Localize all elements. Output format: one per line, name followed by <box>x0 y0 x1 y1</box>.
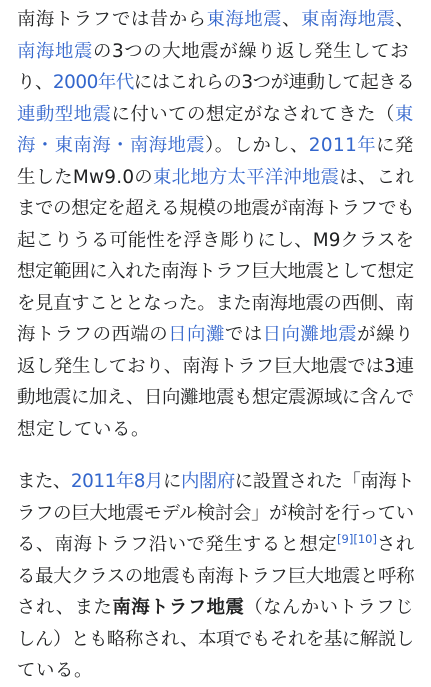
text-run: に <box>162 471 181 492</box>
text-run: に付いての想定がなされてきた（ <box>111 103 395 125</box>
text-line <box>17 256 415 288</box>
text-run: また、 <box>17 471 71 492</box>
text-run: ラフの巨大地震モデル検討会」が検討を行ってい <box>17 502 414 524</box>
inline-link[interactable]: 東北地方太平洋沖地震 <box>152 166 340 188</box>
text-run: 南海トラフでは昔から <box>17 9 207 30</box>
text-line <box>17 162 415 194</box>
text-line <box>17 36 415 68</box>
text-line <box>17 655 415 687</box>
text-line <box>17 4 415 36</box>
text-line <box>17 288 415 320</box>
inline-link[interactable]: 内閣府 <box>180 471 235 492</box>
text-line <box>17 498 415 530</box>
citation-ref[interactable]: [10] <box>353 531 377 546</box>
text-run: しん）とも略称され、本項でもそれを基に解説し <box>17 628 414 650</box>
text-line <box>17 67 415 99</box>
text-run: 想定範囲に入れた南海トラフ巨大地震として想定 <box>17 261 414 282</box>
inline-link[interactable]: 東海地震 <box>206 9 283 30</box>
paragraph <box>17 4 415 445</box>
inline-link[interactable]: 海・東南海・南海地震 <box>17 135 206 156</box>
text-line <box>17 319 415 351</box>
text-run: ている。 <box>17 660 93 681</box>
inline-link[interactable]: 連動型地震 <box>17 103 112 125</box>
bold-term: 南海トラフ地震 <box>112 597 245 618</box>
text-run: る、南海トラフ沿いで発生すると想定 <box>17 534 338 555</box>
text-line <box>17 351 415 383</box>
text-line <box>17 130 415 162</box>
inline-link[interactable]: 東 <box>394 103 414 125</box>
text-run: され <box>376 534 415 555</box>
text-line <box>17 466 415 498</box>
text-run: に発 <box>376 135 414 156</box>
text-line <box>17 414 415 446</box>
text-run: 想定している。 <box>17 418 150 440</box>
text-line <box>17 592 415 624</box>
text-line <box>17 99 415 131</box>
text-line <box>17 624 415 656</box>
text-line <box>17 225 415 257</box>
text-line <box>17 529 415 561</box>
text-line <box>17 193 415 225</box>
text-line <box>17 561 415 593</box>
text-line <box>17 382 415 414</box>
text-run: る最大クラスの地震も南海トラフ巨大地震と呼称 <box>17 565 415 587</box>
text-run: に設置された「南海ト <box>234 471 415 492</box>
text-run: は、これ <box>339 166 414 188</box>
inline-link[interactable]: 南海地震 <box>17 40 93 62</box>
text-run: 起こりうる可能性を浮き彫りにし、M9クラスを <box>17 229 414 251</box>
inline-link[interactable]: 8月 <box>133 471 163 492</box>
text-run: り、 <box>17 72 53 93</box>
text-run: 生したMw9.0の <box>17 166 153 188</box>
text-run: 海トラフの西端の <box>17 324 169 345</box>
text-run: ）。しかし、 <box>205 135 309 156</box>
text-run: では <box>224 324 263 345</box>
text-run: 返し発生しており、南海トラフ巨大地震では3連 <box>17 355 415 377</box>
text-run: にはこれらの3つが連動して起きる <box>133 72 415 93</box>
inline-link[interactable]: 2011年 <box>70 471 134 492</box>
text-run: 、 <box>282 9 301 30</box>
text-run: の3つの大地震が繰り返し発生してお <box>92 40 410 62</box>
paragraph <box>17 466 415 687</box>
citation-ref[interactable]: [9] <box>337 531 354 546</box>
text-run: を見直すこととなった。また南海地震の西側、南 <box>17 292 414 314</box>
text-run: され、また <box>17 597 113 618</box>
inline-link[interactable]: 日向灘 <box>168 324 225 345</box>
inline-link[interactable]: 2011年 <box>308 135 377 156</box>
inline-link[interactable]: 2000年代 <box>52 72 134 93</box>
text-run: までの想定を超える規模の地震が南海トラフでも <box>17 198 415 219</box>
text-run: 、 <box>395 9 415 30</box>
inline-link[interactable]: 東南海地震 <box>300 9 396 30</box>
text-run: （なんかいトラフじ <box>244 597 414 618</box>
text-run: が繰り <box>357 324 414 345</box>
inline-link[interactable]: 日向灘地震 <box>262 324 358 345</box>
text-run: 動地震に加え、日向灘地震も想定震源域に含んで <box>17 387 414 408</box>
